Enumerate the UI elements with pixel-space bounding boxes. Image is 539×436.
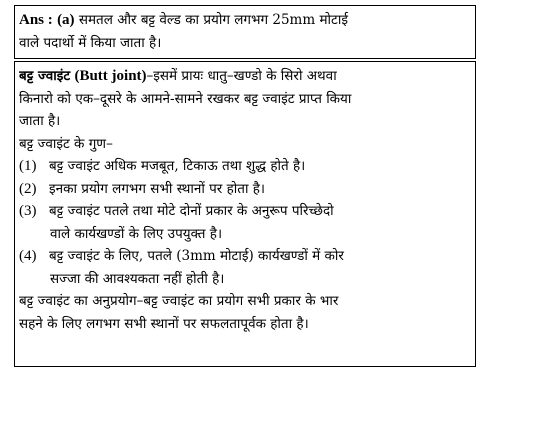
item-number: (1) xyxy=(19,158,37,174)
term-hindi: बट्ट ज्वाइंट xyxy=(19,68,71,84)
properties-heading: बट्ट ज्वाइंट के गुण– xyxy=(19,135,113,152)
definition-text: –इसमें प्रायः धातु–खण्डो के सिरो अथवा xyxy=(146,68,337,84)
item-text: इनका प्रयोग लगभग सभी स्थानों पर होता है। xyxy=(49,180,266,197)
answer-line-1 xyxy=(19,9,471,32)
answer-text: समतल और बट्ट वेल्ड का प्रयोग लगभग 25mm मोटाई xyxy=(78,12,348,28)
property-item-3 xyxy=(19,200,471,223)
property-item-2 xyxy=(19,178,471,201)
item-number: (2) xyxy=(19,180,37,197)
answer-box xyxy=(14,5,476,59)
application-line-1: बट्ट ज्वाइंट का अनुप्रयोग–बट्ट ज्वाइंट का प्रयोग सभी प्रकार के भार xyxy=(19,293,339,309)
answer-option: (a) xyxy=(57,12,75,28)
explanation-box xyxy=(14,61,476,367)
item-continuation: वाले कार्यखण्डों के लिए उपयुक्त है। xyxy=(50,225,223,242)
item-number: (3) xyxy=(19,203,37,219)
item-continuation: सज्जा की आवश्यकता नहीं होती है। xyxy=(50,270,225,287)
definition-line-2: किनारो को एक–दूसरे के आमने-सामने रखकर बट्ट ज्वाइंट प्राप्त किया xyxy=(19,90,352,107)
property-item-1 xyxy=(19,155,471,178)
application-line-2: सहने के लिए लगभग सभी स्थानों पर सफलतापूर्वक होता है। xyxy=(19,315,309,332)
answer-line-2: वाले पदार्थो में किया जाता है। xyxy=(19,34,162,51)
term-english: (Butt joint) xyxy=(74,68,147,84)
property-item-4 xyxy=(19,245,471,268)
definition-line-3: जाता है। xyxy=(19,113,61,129)
item-text: बट्ट ज्वाइंट पतले तथा मोटे दोनों प्रकार के अनुरूप परिच्छेदो xyxy=(49,203,334,219)
item-number: (4) xyxy=(19,248,37,264)
item-text: बट्ट ज्वाइंट अधिक मजबूत, टिकाऊ तथा शुद्ध होते है। xyxy=(49,158,306,174)
answer-prefix: Ans : xyxy=(19,12,53,28)
definition-line-1 xyxy=(19,65,471,88)
item-text: बट्ट ज्वाइंट के लिए, पतले (3mm मोटाई) कार्यखण्डों में कोर xyxy=(49,248,344,264)
